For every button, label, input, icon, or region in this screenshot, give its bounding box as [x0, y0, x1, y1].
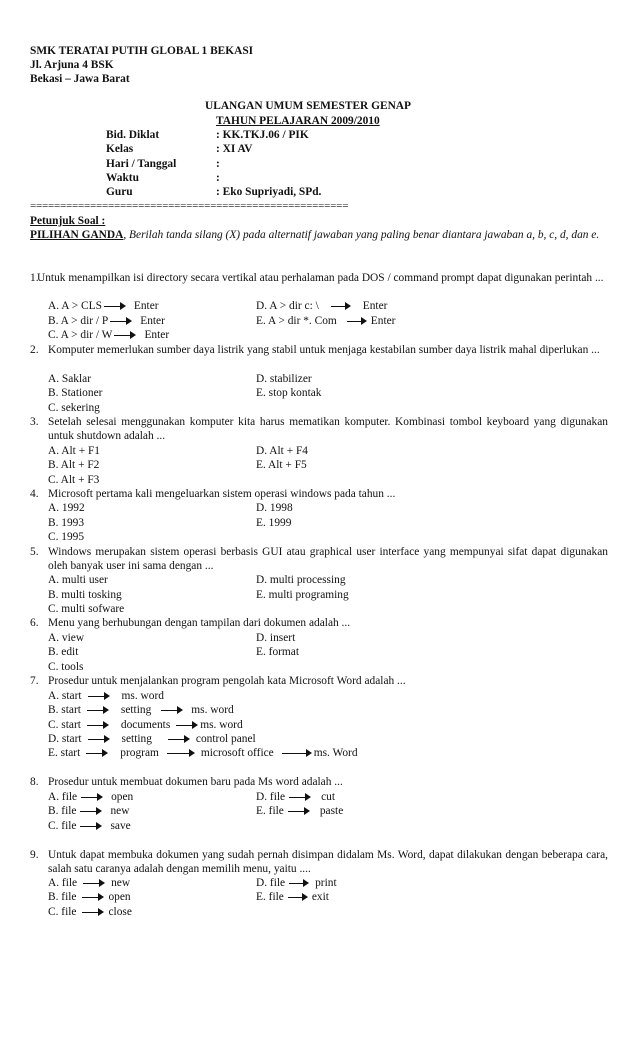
- arrow-icon: [282, 749, 312, 757]
- question-text: Windows merupakan sistem operasi berbasis GUI atau graphical user interface yang mempunyai sifat dapat digunakan oleh banyak user ini sama dengan ...: [48, 546, 608, 572]
- option-c: C. Alt + F3: [48, 474, 100, 486]
- arrow-icon: [161, 706, 183, 714]
- option-d: D. file cut: [256, 791, 336, 803]
- option-e: E. A > dir *. Com Enter: [256, 315, 396, 327]
- info-value: :: [216, 158, 220, 170]
- arrow-icon: [80, 822, 102, 830]
- option-a: A. start ms. word: [48, 690, 164, 702]
- question-text: Microsoft pertama kali mengeluarkan sistem operasi windows pada tahun ...: [48, 488, 396, 500]
- option-a: A. Alt + F1: [48, 445, 100, 457]
- question-text: Menu yang berhubungan dengan tampilan dari dokumen adalah ...: [48, 617, 351, 629]
- option-d: D. multi processing: [256, 574, 346, 586]
- option-b: B. multi tosking: [48, 589, 122, 601]
- question-text: Prosedur untuk menjalankan program pengolah kata Microsoft Word adalah ...: [48, 675, 406, 687]
- option-c: C. sekering: [48, 402, 100, 414]
- question-number: 5.: [30, 546, 39, 558]
- option-e: E. stop kontak: [256, 387, 322, 399]
- question-text: Untuk menampilkan isi directory secara vertikal atau perhalaman pada DOS / command prompt dapat digunakan perintah ...: [37, 272, 604, 284]
- info-label: Waktu: [106, 172, 139, 184]
- question-number: 3.: [30, 416, 39, 428]
- question-number: 7.: [30, 675, 39, 687]
- instructions-body: , Berilah tanda silang (X) pada alternatif jawaban yang paling benar diantara jawaban a, b, c, d, dan e.: [123, 229, 600, 241]
- option-c: C. 1995: [48, 531, 85, 543]
- arrow-icon: [87, 721, 109, 729]
- option-b: B. Stationer: [48, 387, 103, 399]
- option-b: B. edit: [48, 646, 79, 658]
- info-value: : KK.TKJ.06 / PIK: [216, 129, 309, 141]
- option-c: C. tools: [48, 661, 84, 673]
- info-label: Kelas: [106, 143, 134, 155]
- separator-line: =====================================================: [30, 200, 349, 212]
- option-d: D. insert: [256, 632, 296, 644]
- exam-year: TAHUN PELAJARAN 2009/2010: [216, 115, 380, 127]
- school-city: Bekasi – Jawa Barat: [30, 73, 130, 85]
- school-name: SMK TERATAI PUTIH GLOBAL 1 BEKASI: [30, 45, 254, 57]
- arrow-icon: [114, 331, 136, 339]
- info-label: Hari / Tanggal: [106, 158, 177, 170]
- option-b: B. Alt + F2: [48, 459, 100, 471]
- option-a: A. file open: [48, 791, 134, 803]
- option-b: B. start setting ms. word: [48, 704, 234, 716]
- arrow-icon: [82, 893, 104, 901]
- arrow-icon: [168, 735, 190, 743]
- arrow-icon: [88, 692, 110, 700]
- arrow-icon: [289, 879, 309, 887]
- option-e: E. start program microsoft office ms. Word: [48, 747, 358, 759]
- info-value: : XI AV: [216, 143, 253, 155]
- arrow-icon: [81, 793, 103, 801]
- option-a: A. Saklar: [48, 373, 92, 385]
- arrow-icon: [289, 793, 311, 801]
- arrow-icon: [83, 879, 105, 887]
- instructions-text: [30, 228, 608, 242]
- arrow-icon: [110, 317, 132, 325]
- question-text: Prosedur untuk membuat dokumen baru pada Ms word adalah ...: [48, 776, 343, 788]
- question-text: Komputer memerlukan sumber daya listrik yang stabil untuk menjaga kestabilan sumber daya listrik mahal diperlukan ...: [48, 344, 600, 356]
- info-label: Bid. Diklat: [106, 129, 160, 141]
- arrow-icon: [88, 735, 110, 743]
- info-value: : Eko Supriyadi, SPd.: [216, 186, 322, 198]
- section-title: PILIHAN GANDA: [30, 229, 124, 241]
- school-address: Jl. Arjuna 4 BSK: [30, 59, 114, 71]
- exam-title: ULANGAN UMUM SEMESTER GENAP: [205, 100, 411, 112]
- question-number: 4.: [30, 488, 39, 500]
- option-c: C. A > dir / W Enter: [48, 329, 170, 341]
- question-number: 2.: [30, 344, 39, 356]
- arrow-icon: [82, 908, 104, 916]
- option-b: B. A > dir / P Enter: [48, 315, 165, 327]
- option-c: C. file close: [48, 906, 132, 918]
- option-d: D. stabilizer: [256, 373, 312, 385]
- option-a: A. multi user: [48, 574, 108, 586]
- arrow-icon: [87, 706, 109, 714]
- question-number: 8.: [30, 776, 39, 788]
- option-b: B. 1993: [48, 517, 85, 529]
- option-e: E. Alt + F5: [256, 459, 307, 471]
- arrow-icon: [288, 893, 308, 901]
- option-c: C. start documents ms. word: [48, 719, 243, 731]
- arrow-icon: [80, 807, 102, 815]
- question-number: 1.: [30, 272, 39, 284]
- question-number: 9.: [30, 849, 39, 861]
- option-d: D. A > dir c: \ Enter: [256, 300, 388, 312]
- option-e: E. 1999: [256, 517, 292, 529]
- arrow-icon: [331, 302, 351, 310]
- arrow-icon: [167, 749, 195, 757]
- option-c: C. file save: [48, 820, 131, 832]
- question-text: Untuk dapat membuka dokumen yang sudah pernah disimpan didalam Ms. Word, dapat dilakukan dengan beberapa cara, salah satu caranya adalah dengan memilih menu, yaitu ....: [48, 849, 608, 875]
- question-text: Setelah selesai menggunakan komputer kita harus mematikan komputer. Kombinasi tombol keyboard yang digunakan untuk shutdown adalah ...: [48, 416, 608, 442]
- option-b: B. file open: [48, 891, 131, 903]
- option-d: D. file print: [256, 877, 337, 889]
- option-b: B. file new: [48, 805, 130, 817]
- option-a: A. file new: [48, 877, 131, 889]
- option-a: A. A > CLS Enter: [48, 300, 159, 312]
- arrow-icon: [86, 749, 108, 757]
- option-e: E. file exit: [256, 891, 329, 903]
- arrow-icon: [288, 807, 310, 815]
- option-e: E. format: [256, 646, 300, 658]
- question-number: 6.: [30, 617, 39, 629]
- option-e: E. multi programing: [256, 589, 349, 601]
- option-d: D. start setting control panel: [48, 733, 256, 745]
- option-a: A. 1992: [48, 502, 85, 514]
- option-e: E. file paste: [256, 805, 344, 817]
- option-a: A. view: [48, 632, 85, 644]
- arrow-icon: [104, 302, 126, 310]
- arrow-icon: [347, 317, 367, 325]
- arrow-icon: [176, 721, 198, 729]
- info-label: Guru: [106, 186, 133, 198]
- instructions-title: Petunjuk Soal :: [30, 215, 106, 227]
- option-c: C. multi sofware: [48, 603, 125, 615]
- option-d: D. Alt + F4: [256, 445, 308, 457]
- info-value: :: [216, 172, 220, 184]
- option-d: D. 1998: [256, 502, 293, 514]
